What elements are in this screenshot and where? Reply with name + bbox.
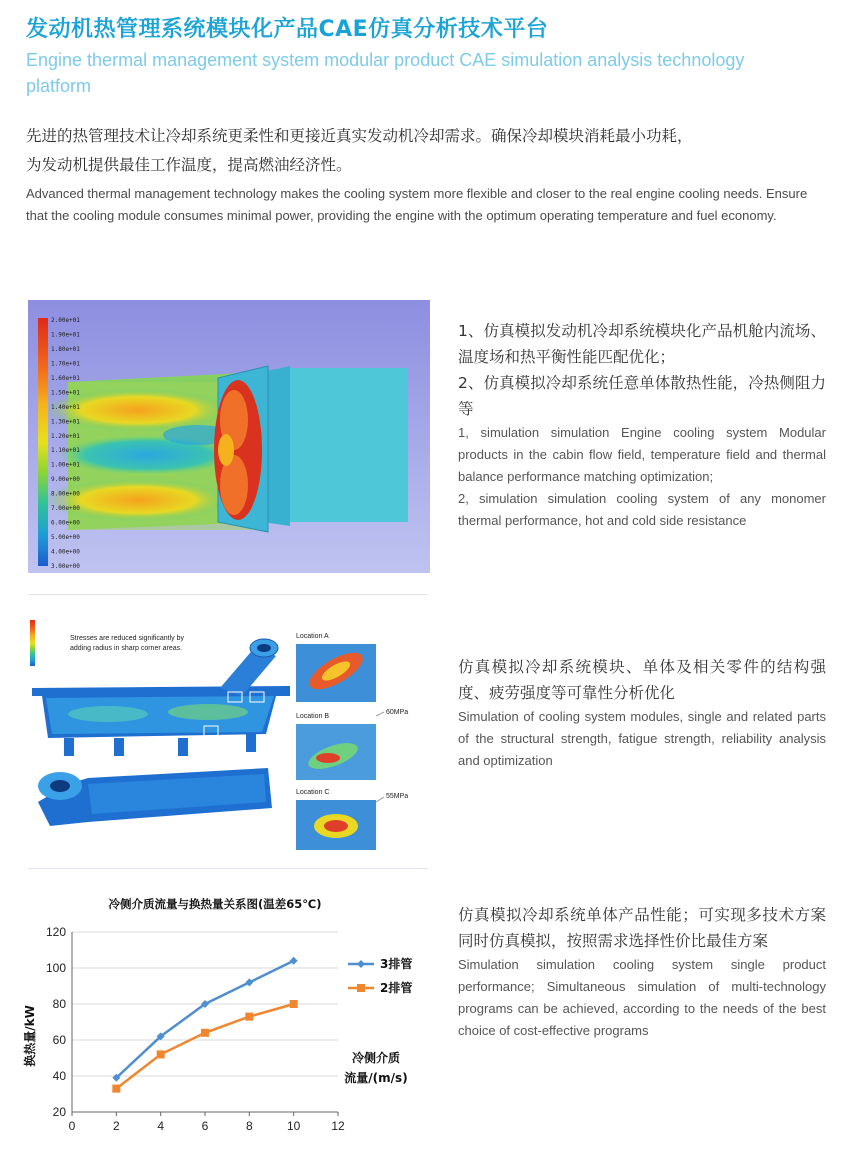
x-axis-label-line1: 冷侧介质 xyxy=(351,1051,401,1065)
intro-english: Advanced thermal management technology makes the cooling system more flexible and closer to the real engine cooling needs. Ensure that the cooling module consumes minimal power, providing the engine with the optimum operating temperature and fuel economy. xyxy=(26,186,808,223)
cfd-temperature-image xyxy=(28,300,430,573)
divider-2 xyxy=(28,868,428,869)
location-a-label: Location A xyxy=(296,633,329,640)
stress-value-c: 55MPa xyxy=(386,793,409,800)
data-point xyxy=(201,1029,209,1037)
data-point xyxy=(245,978,253,986)
chart-series xyxy=(112,957,297,1093)
colorbar-label: 1.20e+01 xyxy=(51,432,80,440)
stress-note-line2: adding radius in sharp corner areas. xyxy=(70,645,183,652)
legend-marker xyxy=(357,984,365,992)
chart-grid xyxy=(72,932,338,1116)
y-tick-label: 60 xyxy=(52,1033,66,1047)
stress-svg xyxy=(28,616,428,854)
colorbar-label: 9.00e+00 xyxy=(51,476,80,484)
x-tick-label: 4 xyxy=(157,1119,165,1133)
section3-en: Simulation simulation cooling system single product performance; Simultaneous simulation of multi-technology programs can be achieved, according to the needs of the best choice of cost-effective programs xyxy=(458,957,826,1038)
legend-label: 2排管 xyxy=(380,981,413,995)
colorbar xyxy=(38,318,48,566)
x-tick-label: 0 xyxy=(68,1119,76,1133)
intro-chinese xyxy=(26,122,826,180)
section1-cn-item1: 1、仿真模拟发动机冷却系统模块化产品机舱内流场、温度场和热平衡性能匹配优化； xyxy=(458,322,826,366)
section1-description xyxy=(458,318,826,532)
section3-cn: 仿真模拟冷却系统单体产品性能；可实现多技术方案同时仿真模拟，按照需求选择性价比最佳方案 xyxy=(458,906,826,950)
y-tick-label: 80 xyxy=(52,997,66,1011)
colorbar-label: 7.00e+00 xyxy=(51,505,80,513)
colorbar-label: 1.70e+01 xyxy=(51,360,80,368)
chart-ticks xyxy=(46,925,345,1133)
page-title: 发动机热管理系统模块化产品CAE仿真分析技术平台 xyxy=(26,17,549,42)
x-tick-label: 10 xyxy=(286,1119,301,1133)
colorbar-label: 1.10e+01 xyxy=(51,447,80,455)
y-tick-label: 120 xyxy=(45,925,66,939)
y-tick-label: 20 xyxy=(52,1105,66,1119)
colorbar-label: 3.00e+00 xyxy=(51,563,80,570)
x-tick-label: 8 xyxy=(245,1119,253,1133)
y-axis-label: 换热量/kW xyxy=(23,1005,37,1067)
colorbar-label: 1.80e+01 xyxy=(51,345,80,353)
colorbar-label: 1.30e+01 xyxy=(51,418,80,426)
section2-en: Simulation of cooling system modules, single and related parts of the structural strength, fatigue strength, reliability analysis and optimization xyxy=(458,709,826,768)
chart-legend xyxy=(348,956,412,995)
x-tick-label: 12 xyxy=(331,1119,345,1133)
heat-transfer-chart xyxy=(10,886,440,1162)
legend-label: 3排管 xyxy=(380,957,413,971)
data-point xyxy=(290,957,298,965)
series-line-1 xyxy=(116,961,293,1078)
colorbar-label: 1.90e+01 xyxy=(51,331,80,339)
stress-value-b: 60MPa xyxy=(386,709,409,716)
colorbar-label: 1.50e+01 xyxy=(51,389,80,397)
chart-title: 冷侧介质流量与换热量关系图(温差65℃) xyxy=(108,897,322,911)
x-tick-label: 6 xyxy=(201,1119,209,1133)
section3-description xyxy=(458,902,826,1042)
chart-svg xyxy=(10,886,440,1162)
section1-cn-item2: 2、仿真模拟冷却系统任意单体散热性能，冷热侧阻力等 xyxy=(458,374,826,418)
location-b-label: Location B xyxy=(296,713,330,720)
page-subtitle: Engine thermal management system modular product CAE simulation analysis technology platform xyxy=(26,50,745,96)
x-axis-label-line2: 流量/(m/s) xyxy=(344,1071,408,1085)
colorbar-label: 2.00e+01 xyxy=(51,317,80,324)
y-tick-label: 40 xyxy=(52,1069,66,1083)
colorbar-label: 8.00e+00 xyxy=(51,490,80,498)
section2-cn: 仿真模拟冷却系统模块、单体及相关零件的结构强度、疲劳强度等可靠性分析优化 xyxy=(458,658,826,702)
stress-analysis-image xyxy=(28,616,428,854)
x-tick-label: 2 xyxy=(112,1119,120,1133)
colorbar-label: 5.00e+00 xyxy=(51,534,80,542)
location-c-label: Location C xyxy=(296,789,330,796)
intro-cn-line2: 为发动机提供最佳工作温度，提高燃油经济性。 xyxy=(26,156,352,174)
colorbar-label: 1.40e+01 xyxy=(51,403,80,411)
cfd-svg xyxy=(28,300,430,573)
data-point xyxy=(290,1000,298,1008)
colorbar-label: 1.00e+01 xyxy=(51,461,80,469)
colorbar-label: 4.00e+00 xyxy=(51,548,80,556)
section2-description xyxy=(458,654,826,772)
data-point xyxy=(112,1085,120,1093)
divider-1 xyxy=(28,594,428,595)
y-tick-label: 100 xyxy=(45,961,66,975)
colorbar-label: 1.60e+01 xyxy=(51,374,80,382)
data-point xyxy=(245,1013,253,1021)
section1-en-item2: 2, simulation simulation cooling system of any monomer thermal performance, hot and cold side resistance xyxy=(458,491,826,528)
section1-en-item1: 1, simulation simulation Engine cooling system Modular products in the cabin flow field, temperature field and thermal balance performance matching optimization; xyxy=(458,425,826,484)
data-point xyxy=(157,1050,165,1058)
stress-note-line1: Stresses are reduced significantly by xyxy=(70,635,184,642)
intro-cn-line1: 先进的热管理技术让冷却系统更柔性和更接近真实发动机冷却需求。确保冷却模块消耗最小功耗， xyxy=(26,127,693,145)
legend-marker xyxy=(357,960,365,968)
colorbar-label: 6.00e+00 xyxy=(51,519,80,527)
